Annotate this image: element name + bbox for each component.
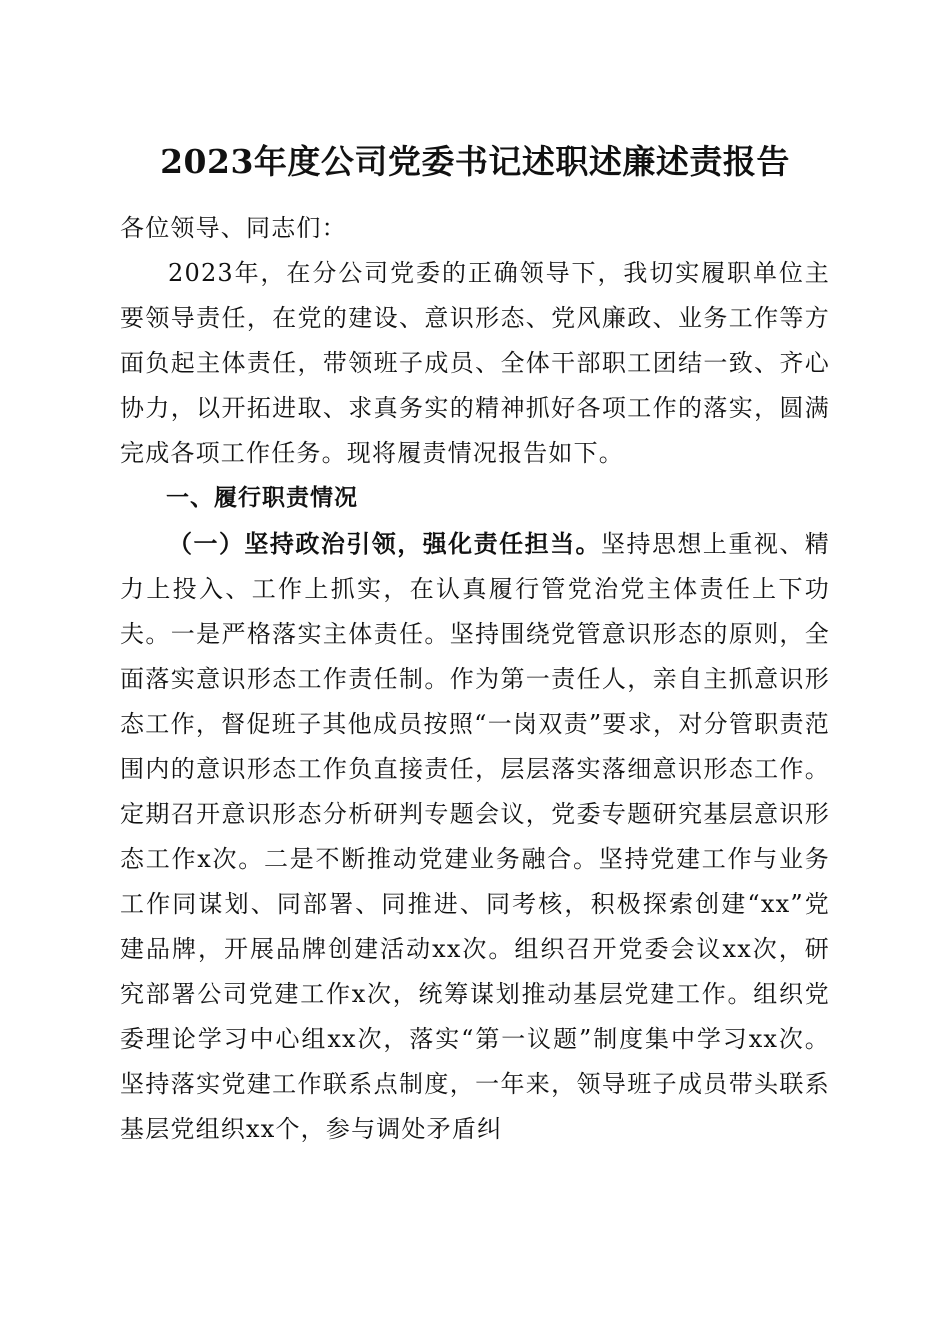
intro-paragraph: 2023年，在分公司党委的正确领导下，我切实履职单位主要领导责任，在党的建设、意识形态、党风廉政、业务工作等方面负起主体责任，带领班子成员、全体干部职工团结一致、齐心协力，以开拓进取、求真务实的精神抓好各项工作的落实，圆满完成各项工作任务。现将履责情况报告如下。 [120,259,830,467]
subsection-paragraph [120,521,830,1152]
section-heading: 一、履行职责情况 [166,485,358,511]
salutation: 各位领导、同志们： [120,214,347,242]
subsection-body: 坚持思想上重视、精力上投入、工作上抓实，在认真履行管党治党主体责任上下功夫。一是严格落实主体责任。坚持围绕党管意识形态的原则，全面落实意识形态工作责任制。作为第一责任人，亲自主抓意识形态工作，督促班子其他成员按照“一岗双责”要求，对分管职责范围内的意识形态工作负直接责任，层层落实落细意识形态工作。定期召开意识形态分析研判专题会议，党委专题研究基层意识形态工作x次。二是不断推动党建业务融合。坚持党建工作与业务工作同谋划、同部署、同推进、同考核，积极探索创建“xx”党建品牌，开展品牌创建活动xx次。组织召开党委会议xx次，研究部署公司党建工作x次，统筹谋划推动基层党建工作。组织党委理论学习中心组xx次，落实“第一议题”制度集中学习xx次。坚持落实党建工作联系点制度，一年来，领导班子成员带头联系基层党组织xx个，参与调处矛盾纠 [120,530,830,1143]
document-body [120,206,830,1152]
document-title: 2023年度公司党委书记述职述廉述责报告 [160,142,790,181]
subsection-heading: （一）坚持政治引领，强化责任担当。 [168,529,602,558]
